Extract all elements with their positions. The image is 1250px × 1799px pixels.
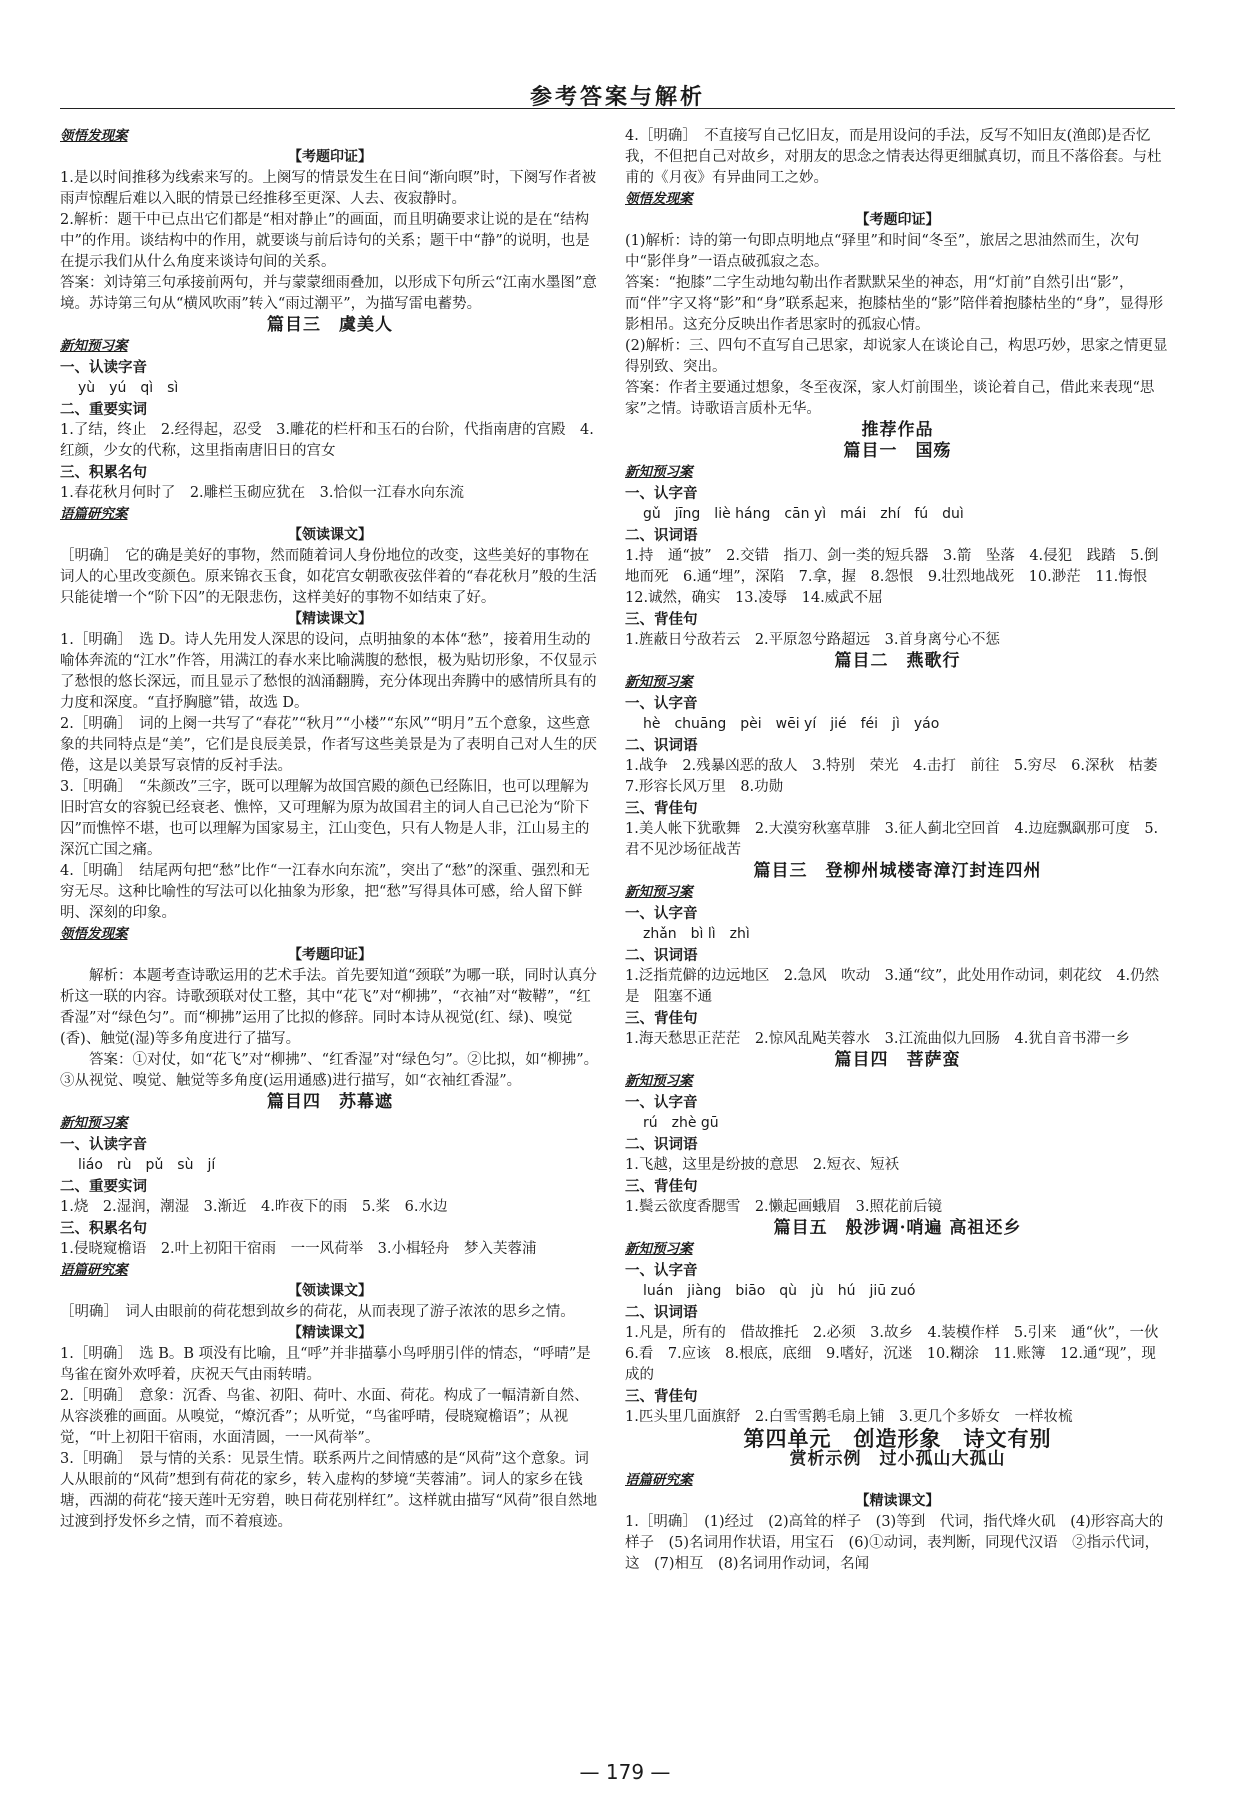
bracket-title: 【领读课文】 bbox=[288, 527, 372, 543]
left-column bbox=[60, 126, 600, 1533]
paragraph: 3.［明确］ 景与情的关系：见景生情。联系两片之间情感的是“风荷”这个意象。词人从眼前的“风荷”想到有荷花的家乡，转入虚构的梦境“芙蓉浦”。词人的家乡在钱塘，西湖的荷花“接天莲叶无穷碧，映日荷花别样红”。这样就由描写“风荷”很自然地过渡到抒发怀乡之情，而不着痕迹。 bbox=[60, 1451, 598, 1530]
paragraph: 答案：“抱膝”二字生动地勾勒出作者默默呆坐的神态，用“灯前”自然引出“影”，而“伴”字又将“影”和“身”联系起来，抱膝枯坐的“影”陪伴着抱膝枯坐的“身”，显得形影相吊。这充分反映出作者思家时的孤寂心情。 bbox=[625, 275, 1164, 333]
subsection-label: 二、重要实词 bbox=[60, 401, 147, 418]
paragraph: 答案：刘诗第三句承接前两句，并与蒙蒙细雨叠加，以形成下句所云“江南水墨图”意境。苏诗第三句从“横风吹雨”转入“雨过潮平”，为描写雷电蓄势。 bbox=[60, 275, 597, 312]
section-heading: 篇目四 苏幕遮 bbox=[267, 1092, 393, 1112]
pinyin-line: yù yú qì sì bbox=[78, 380, 179, 396]
section-tag: 新知预习案 bbox=[625, 1241, 693, 1257]
paragraph: 4.［明确］ 不直接写自己忆旧友，而是用设问的手法，反写不知旧友(渔郎)是否忆我，不但把自己对故乡，对朋友的思念之情表达得更细腻真切，而且不落俗套。与杜甫的《月夜》有异曲同工之妙。 bbox=[625, 128, 1162, 186]
paragraph: 1.［明确］ 选 D。诗人先用发人深思的设问，点明抽象的本体“愁”，接着用生动的喻体奔流的“江水”作答，用满江的春水来比喻满腹的愁恨，极为贴切形象，不仅显示了愁恨的悠长深远，而且显示了愁恨的汹涌翻腾，充分体现出奔腾中的感情所具有的力度和深度。“直抒胸臆”错，故选 D。 bbox=[60, 632, 597, 711]
page-header bbox=[60, 78, 1175, 114]
paragraph: 1.海天愁思正茫茫 2.惊风乱飐芙蓉水 3.江流曲似九回肠 4.犹自音书滞一乡 bbox=[625, 1031, 1130, 1047]
section-heading: 推荐作品 bbox=[861, 420, 934, 440]
section-tag: 语篇研究案 bbox=[60, 1262, 128, 1278]
right-column bbox=[625, 126, 1173, 1575]
paragraph: 1.是以时间推移为线索来写的。上阕写的情景发生在日间“渐向暝”时，下阕写作者被雨声惊醒后难以入眠的情景已经推移至更深、人去、夜寂静时。 bbox=[60, 170, 597, 207]
section-tag: 新知预习案 bbox=[625, 1073, 693, 1089]
subsection-label: 三、积累名句 bbox=[60, 1220, 147, 1237]
subsection-label: 二、重要实词 bbox=[60, 1178, 147, 1195]
pinyin-line: luán jiàng biāo qù jù hú jiū zuó bbox=[643, 1283, 916, 1299]
section-heading: 赏析示例 过小孤山大孤山 bbox=[789, 1449, 1006, 1469]
paragraph: ［明确］ 词人由眼前的荷花想到故乡的荷花，从而表现了游子浓浓的思乡之情。 bbox=[60, 1304, 575, 1320]
paragraph: (1)解析：诗的第一句即点明地点“驿里”和时间“冬至”，旅居之思油然而生，次句中“影伴身”一语点破孤寂之态。 bbox=[625, 233, 1140, 270]
pinyin-line: hè chuāng pèi wēi yí jié féi jì yáo bbox=[643, 716, 940, 732]
paragraph: 1.烧 2.湿润，潮湿 3.渐近 4.昨夜下的雨 5.桨 6.水边 bbox=[60, 1199, 448, 1215]
paragraph: 1.飞越，这里是纷披的意思 2.短衣、短袄 bbox=[625, 1157, 900, 1173]
paragraph: 答案：①对仗，如“花飞”对“柳拂”、“红香湿”对“绿色匀”。②比拟，如“柳拂”。③从视觉、嗅觉、触觉等多角度(运用通感)进行描写，如“衣袖红香湿”。 bbox=[60, 1052, 599, 1089]
bracket-title: 【精读课文】 bbox=[288, 611, 372, 627]
subsection-label: 一、认字音 bbox=[625, 1094, 698, 1111]
page-number: — 179 — bbox=[579, 1760, 671, 1784]
header-title: 参考答案与解析 bbox=[529, 84, 705, 110]
paragraph: 1.持 通“披” 2.交错 指刀、剑一类的短兵器 3.箭 坠落 4.侵犯 践踏 5.倒地而死 6.通“埋”，深陷 7.拿，握 8.怨恨 9.壮烈地战死 10.渺茫 11.悔恨 12.诚然，确实 13.凌辱 14.威武不屈 bbox=[625, 548, 1162, 606]
section-tag: 领悟发现案 bbox=[60, 926, 128, 942]
section-heading: 篇目三 登柳州城楼寄漳汀封连四州 bbox=[753, 861, 1042, 881]
section-heading: 篇目一 国殇 bbox=[843, 441, 952, 461]
pinyin-line: gǔ jīng liè háng cān yì mái zhí fú duì bbox=[643, 506, 964, 522]
paragraph: 1.匹头里几面旗舒 2.白雪雪鹅毛扇上铺 3.更几个多娇女 一样妆梳 bbox=[625, 1409, 1073, 1425]
paragraph: 2.［明确］ 意象：沉香、鸟雀、初阳、荷叶、水面、荷花。构成了一幅清新自然、从容淡雅的画面。从嗅觉，“燎沉香”；从听觉，“鸟雀呼晴，侵晓窥檐语”；从视觉，“叶上初阳干宿雨，水面清圆，一一风荷举”。 bbox=[60, 1388, 589, 1446]
paragraph: 1.凡是，所有的 借故推托 2.必须 3.故乡 4.装模作样 5.引来 通“伙”，一伙 6.看 7.应该 8.根底，底细 9.嗜好，沉迷 10.糊涂 11.账簿 12.通“现”，现成的 bbox=[625, 1325, 1173, 1383]
pinyin-line: rú zhè gū bbox=[643, 1115, 719, 1131]
unit-heading: 第四单元 创造形象 诗文有别 bbox=[743, 1426, 1052, 1451]
section-heading: 篇目五 般涉调·哨遍 高祖还乡 bbox=[773, 1218, 1022, 1238]
paragraph: 1.春花秋月何时了 2.雕栏玉砌应犹在 3.恰似一江春水向东流 bbox=[60, 485, 465, 501]
subsection-label: 一、认字音 bbox=[625, 485, 698, 502]
section-tag: 新知预习案 bbox=[625, 464, 693, 480]
header-rule bbox=[60, 108, 1175, 109]
section-tag: 新知预习案 bbox=[60, 338, 128, 354]
section-heading: 篇目四 菩萨蛮 bbox=[834, 1050, 961, 1070]
bracket-title: 【精读课文】 bbox=[855, 1493, 940, 1509]
subsection-label: 三、积累名句 bbox=[60, 464, 147, 481]
pinyin-line: liáo rù pǔ sù jí bbox=[78, 1157, 216, 1173]
subsection-label: 一、认读字音 bbox=[60, 1136, 147, 1153]
subsection-label: 三、背佳句 bbox=[625, 1388, 698, 1405]
bracket-title: 【领读课文】 bbox=[288, 1283, 372, 1299]
subsection-label: 三、背佳句 bbox=[625, 1010, 698, 1027]
section-tag: 新知预习案 bbox=[60, 1115, 128, 1131]
section-heading: 篇目二 燕歌行 bbox=[834, 651, 961, 671]
paragraph: 1.［明确］ (1)经过 (2)高耸的样子 (3)等到 代词，指代烽火矶 (4)形容高大的样子 (5)名词用作状语，用宝石 (6)①动词，表判断，同现代汉语 ②指示代词，这 (7)相互 (8)名词用作动词，名闻 bbox=[625, 1514, 1164, 1572]
paragraph: 2.解析：题干中已点出它们都是“相对静止”的画面，而且明确要求让说的是在“结构中”的作用。谈结构中的作用，就要谈与前后诗句的关系；题干中“静”的说明，也是在提示我们从什么角度来谈诗句间的关系。 bbox=[60, 212, 590, 270]
paragraph: 答案：作者主要通过想象，冬至夜深，家人灯前围坐，谈论着自己，借此来表现“思家”之情。诗歌语言质朴无华。 bbox=[625, 380, 1155, 417]
pinyin-line: zhǎn bì lì zhì bbox=[643, 926, 750, 942]
paragraph: 1.战争 2.残暴凶恶的敌人 3.特别 荣光 4.击打 前往 5.穷尽 6.深秋 枯萎 7.形容长风万里 8.功勋 bbox=[625, 758, 1173, 795]
paragraph: 1.侵晓窥檐语 2.叶上初阳干宿雨 一一风荷举 3.小楫轻舟 梦入芙蓉浦 bbox=[60, 1241, 537, 1257]
section-tag: 语篇研究案 bbox=[625, 1472, 693, 1488]
paragraph: 4.［明确］ 结尾两句把“愁”比作“一江春水向东流”，突出了“愁”的深重、强烈和无穷无尽。这种比喻性的写法可以化抽象为形象，把“愁”写得具体可感，给人留下鲜明、深刻的印象。 bbox=[60, 863, 590, 921]
subsection-label: 一、认字音 bbox=[625, 1262, 698, 1279]
subsection-label: 二、识词语 bbox=[625, 1136, 698, 1153]
paragraph: ［明确］ 它的确是美好的事物，然而随着词人身份地位的改变，这些美好的事物在词人的心里改变颜色。原来锦衣玉食，如花宫女朝歌夜弦伴着的“春花秋月”般的生活只能徒增一个“阶下囚”的无限悲伤，这样美好的事物不如结束了好。 bbox=[60, 548, 597, 606]
paragraph: 1.鬓云欲度香腮雪 2.懒起画蛾眉 3.照花前后镜 bbox=[625, 1199, 943, 1215]
section-heading: 篇目三 虞美人 bbox=[267, 315, 393, 335]
subsection-label: 三、背佳句 bbox=[625, 800, 698, 817]
paragraph: 1.美人帐下犹歌舞 2.大漠穷秋塞草腓 3.征人蓟北空回首 4.边庭飘飖那可度 5.君不见沙场征战苦 bbox=[625, 821, 1159, 858]
subsection-label: 二、识词语 bbox=[625, 527, 698, 544]
section-tag: 领悟发现案 bbox=[625, 191, 693, 207]
bracket-title: 【考题印证】 bbox=[288, 149, 372, 165]
paragraph: 1.［明确］ 选 B。B 项没有比喻，且“呼”并非描摹小鸟呼朋引伴的情态，“呼晴”是鸟雀在窗外欢呼着，庆祝天气由雨转晴。 bbox=[60, 1346, 591, 1383]
paragraph: 3.［明确］ “朱颜改”三字，既可以理解为故国宫殿的颜色已经陈旧，也可以理解为旧时宫女的容貌已经衰老、憔悴，又可理解为原为故国君主的词人自己已沦为“阶下囚”而憔悴不堪，也可以理解为国家易主，江山变色，只有人物是人非，江山易主的深沉亡国之痛。 bbox=[60, 779, 590, 858]
section-tag: 新知预习案 bbox=[625, 884, 693, 900]
subsection-label: 一、认字音 bbox=[625, 905, 698, 922]
paragraph: 2.［明确］ 词的上阕一共写了“春花”“秋月”“小楼”“东风”“明月”五个意象，这些意象的共同特点是“美”，它们是良辰美景，作者写这些美景是为了表明自己对人生的厌倦，这是以美景写哀情的反衬手法。 bbox=[60, 716, 597, 774]
subsection-label: 一、认字音 bbox=[625, 695, 698, 712]
section-tag: 新知预习案 bbox=[625, 674, 693, 690]
paragraph: 解析：本题考查诗歌运用的艺术手法。首先要知道“颈联”为哪一联，同时认真分析这一联的内容。诗歌颈联对仗工整，其中“花飞”对“柳拂”，“衣袖”对“鞍鞯”，“红香湿”对“绿色匀”。而“柳拂”运用了比拟的修辞。同时本诗从视觉(红、绿)、嗅觉(香)、触觉(湿)等多角度进行了描写。 bbox=[60, 968, 597, 1047]
paragraph: 1.了结，终止 2.经得起，忍受 3.雕花的栏杆和玉石的台阶，代指南唐的宫殿 4.红颜，少女的代称，这里指南唐旧日的宫女 bbox=[60, 422, 594, 459]
paragraph: (2)解析：三、四句不直写自己思家，却说家人在谈论自己，构思巧妙，思家之情更显得别致、突出。 bbox=[625, 338, 1168, 375]
subsection-label: 二、识词语 bbox=[625, 737, 698, 754]
paragraph: 1.泛指荒僻的边远地区 2.急风 吹动 3.通“纹”，此处用作动词，刺花纹 4.仍然是 阻塞不通 bbox=[625, 968, 1160, 1005]
bracket-title: 【精读课文】 bbox=[288, 1325, 372, 1341]
bracket-title: 【考题印证】 bbox=[855, 212, 940, 228]
subsection-label: 二、识词语 bbox=[625, 947, 698, 964]
section-tag: 领悟发现案 bbox=[60, 128, 128, 144]
subsection-label: 一、认读字音 bbox=[60, 359, 147, 376]
subsection-label: 三、背佳句 bbox=[625, 1178, 698, 1195]
bracket-title: 【考题印证】 bbox=[288, 947, 372, 963]
section-tag: 语篇研究案 bbox=[60, 506, 128, 522]
paragraph: 1.旌蔽日兮敌若云 2.平原忽兮路超远 3.首身离兮心不惩 bbox=[625, 632, 1001, 648]
subsection-label: 二、识词语 bbox=[625, 1304, 698, 1321]
subsection-label: 三、背佳句 bbox=[625, 611, 698, 628]
